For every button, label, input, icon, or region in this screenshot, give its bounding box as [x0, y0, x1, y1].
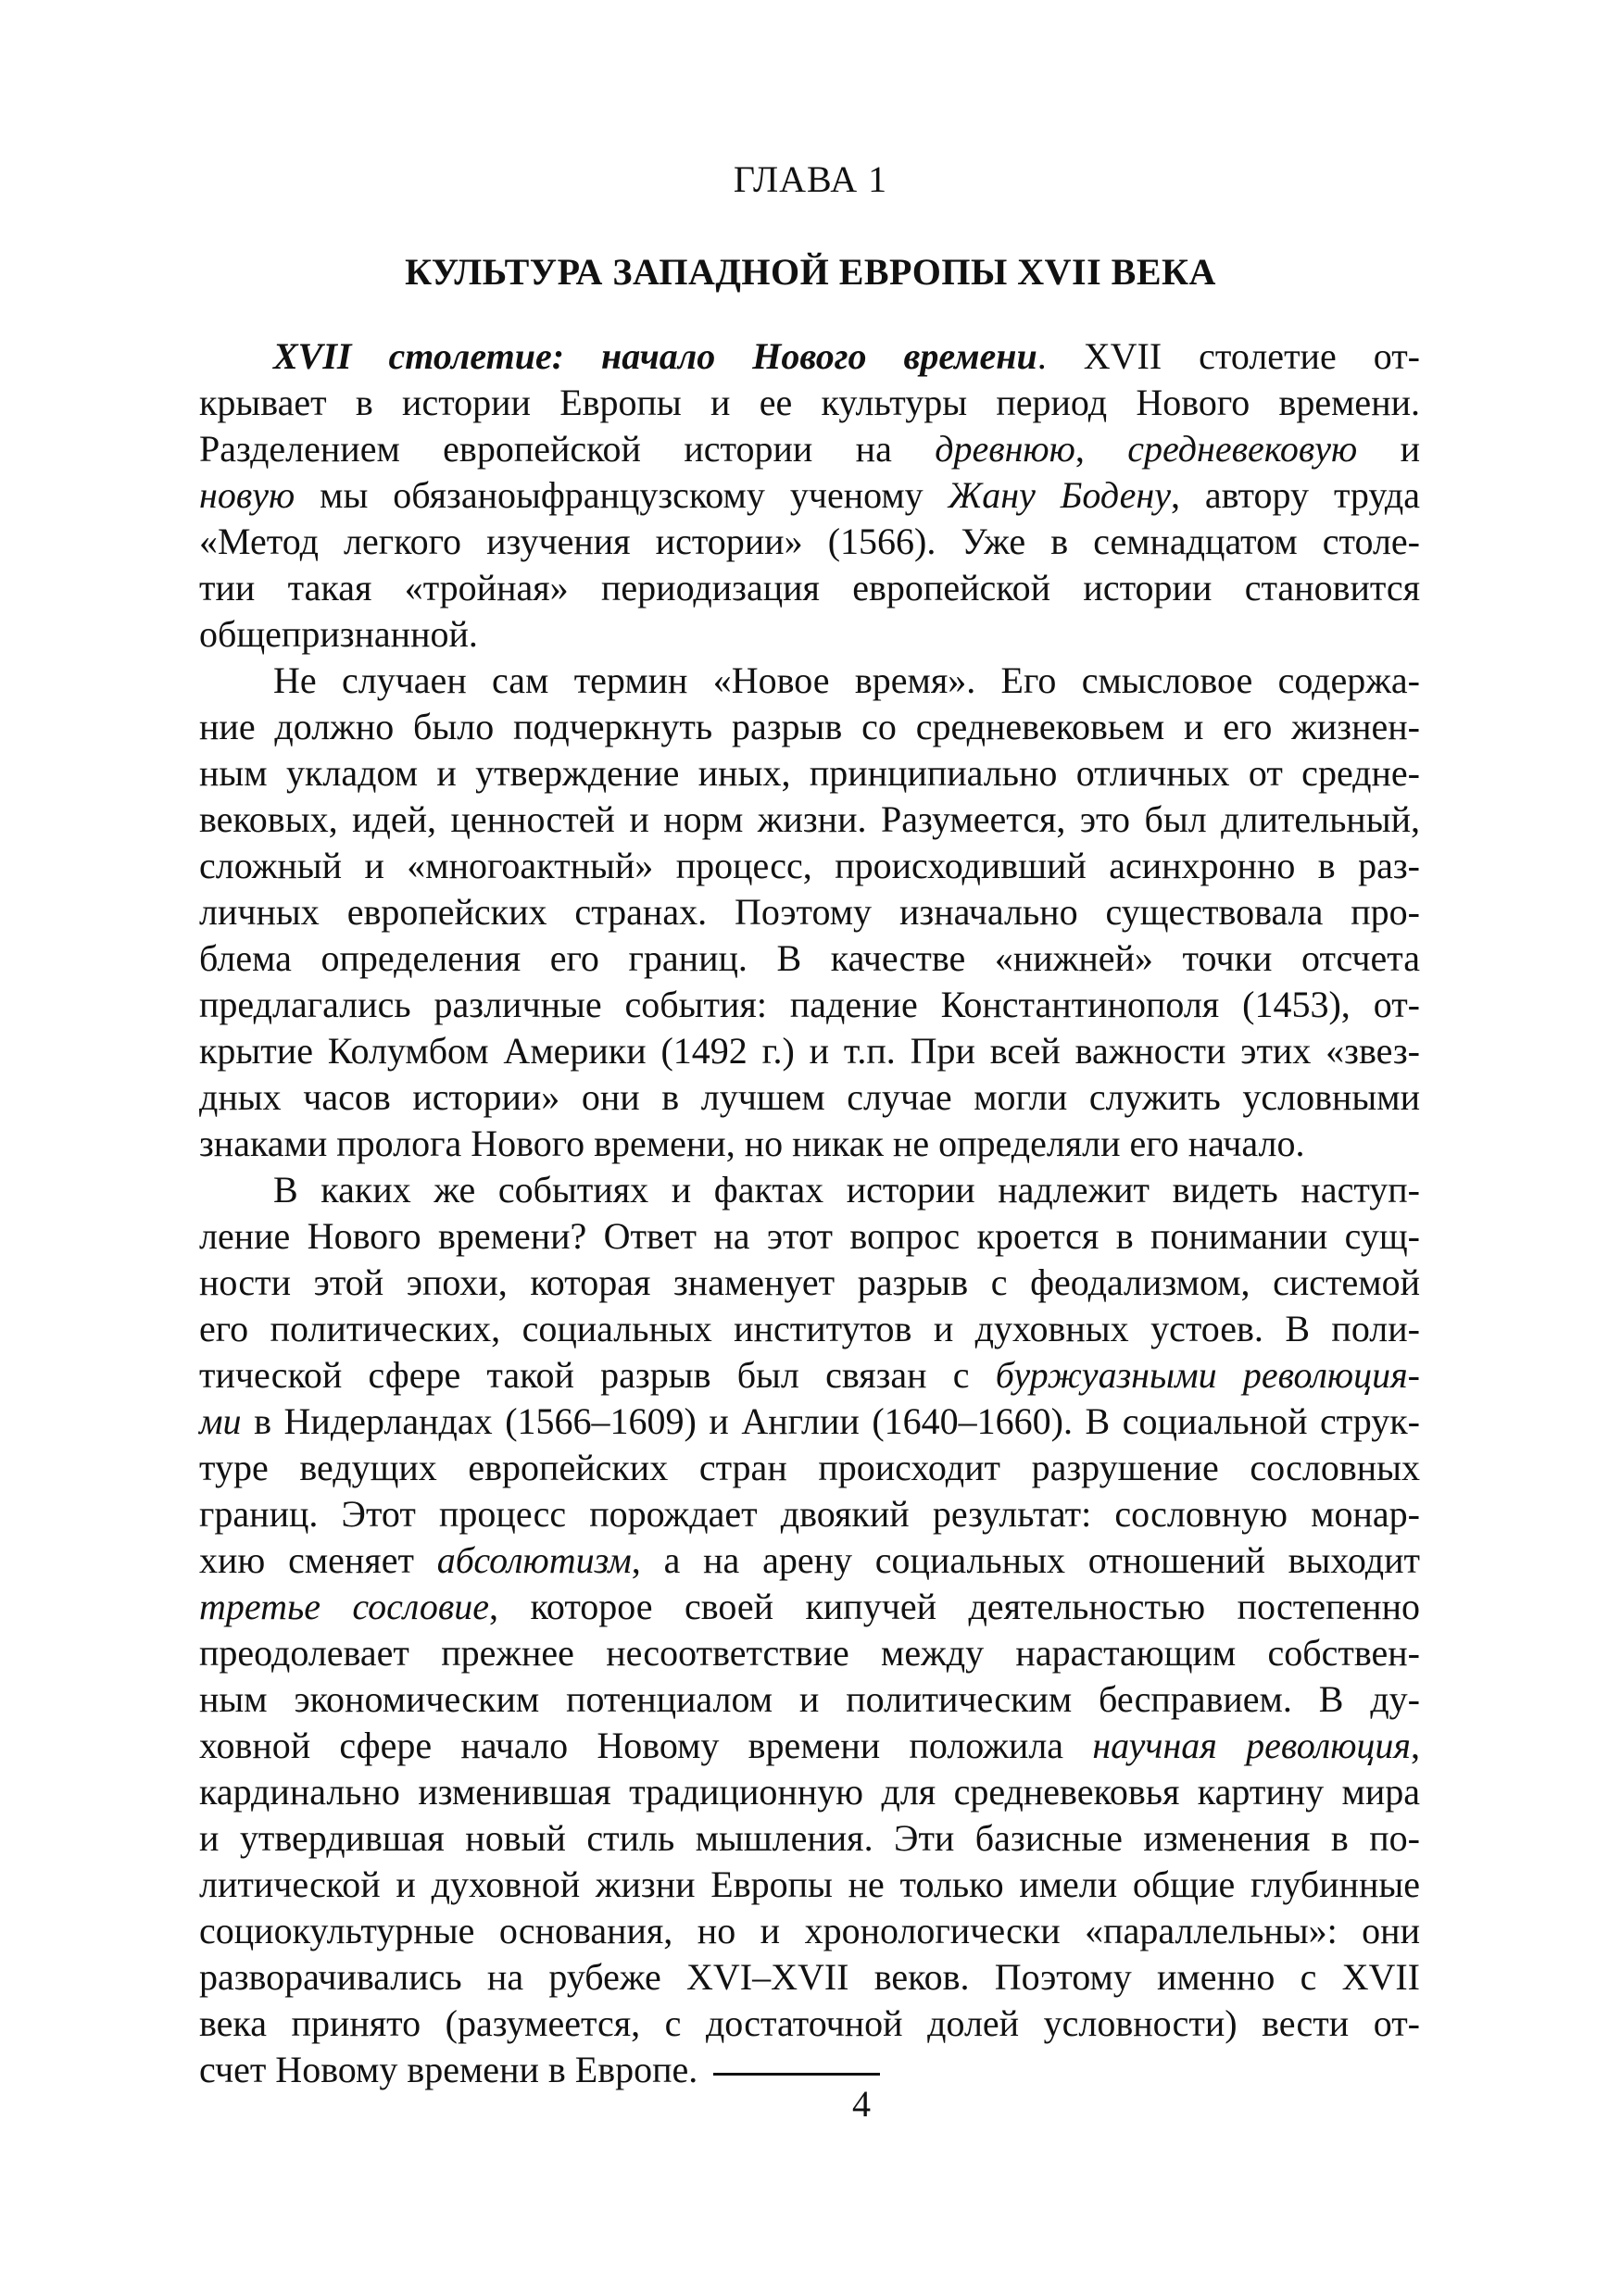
text-line: ным экономическим потенциалом и политическим бесправием. В ду- — [199, 1678, 1420, 1720]
text-line — [199, 1399, 1420, 1445]
text-span: ховной сфере начало Новому времени положила — [199, 1725, 1093, 1766]
italic-term: средневековую — [1127, 428, 1358, 470]
text-line — [199, 1584, 1420, 1630]
italic-term: новую — [199, 474, 295, 516]
text-line: общепризнанной. — [199, 613, 478, 655]
text-line: блема определения его границ. В качестве «нижней» точки отсчета — [199, 937, 1420, 979]
text-line — [199, 333, 1420, 380]
text-span: Разделением европейской истории на — [199, 428, 936, 470]
text-span: , автору труда — [1170, 474, 1420, 516]
text-line: кардинально изменившая традиционную для средневековья картину мира — [199, 1771, 1420, 1813]
page-number: 4 — [852, 2083, 871, 2125]
text-line: разворачивались на рубеже XVI–XVII веков. Поэтому именно с XVII — [199, 1956, 1420, 1998]
body-text — [199, 333, 1420, 2093]
text-span: мы обязаноыфранцузскому ученому — [295, 474, 949, 516]
text-line: преодолевает прежнее несоответствие между нарастающим собствен- — [199, 1632, 1420, 1674]
text-line: вековых, идей, ценностей и норм жизни. Разумеется, это был длительный, — [199, 798, 1420, 840]
text-line — [199, 1723, 1420, 1769]
text-line: литической и духовной жизни Европы не только имели общие глубинные — [199, 1863, 1420, 1905]
italic-term: абсолютизм — [436, 1539, 632, 1581]
text-line — [199, 1537, 1420, 1584]
text-line: ление Нового времени? Ответ на этот вопрос кроется в понимании сущ- — [199, 1215, 1420, 1257]
text-line: границ. Этот процесс порождает двоякий результат: сословную монар- — [199, 1493, 1420, 1535]
italic-term: Жану Бодену — [948, 474, 1171, 516]
text-line: ние должно было подчеркнуть разрыв со средневековьем и его жизнен- — [199, 706, 1420, 747]
text-span: , которое своей кипучей деятельностью постепенно — [488, 1586, 1420, 1627]
text-span: , — [1411, 1725, 1420, 1766]
text-line: сложный и «многоактный» процесс, происходивший асинхронно в раз- — [199, 845, 1420, 886]
text-line: социокультурные основания, но и хронологически «параллельны»: они — [199, 1910, 1420, 1951]
text-line: крытие Колумбом Америки (1492 г.) и т.п. При всей важности этих «звез- — [199, 1030, 1420, 1072]
italic-term: буржуазными революция- — [995, 1354, 1420, 1396]
text-line: предлагались различные события: падение Константинополя (1453), от- — [199, 984, 1420, 1025]
text-line — [199, 472, 1420, 519]
text-line: ности этой эпохи, которая знаменует разрыв с феодализмом, системой — [199, 1261, 1420, 1303]
text-line: крывает в истории Европы и ее культуры период Нового времени. — [199, 382, 1420, 423]
chapter-label: ГЛАВА 1 — [733, 158, 888, 200]
text-line: дных часов истории» они в лучшем случае могли служить условными — [199, 1076, 1420, 1118]
text-line: тии такая «тройная» периодизация европейской истории становится — [199, 567, 1420, 609]
text-line: счет Новому времени в Европе. — [199, 2049, 698, 2090]
italic-term: ми — [199, 1400, 242, 1442]
text-line: туре ведущих европейских стран происходит разрушение сословных — [199, 1447, 1420, 1488]
italic-term: третье сословие — [199, 1586, 489, 1627]
paragraph — [199, 1167, 1420, 2093]
text-line: века принято (разумеется, с достаточной долей условности) вести от- — [199, 2002, 1420, 2044]
text-span: хию сменяет — [199, 1539, 437, 1581]
section-lead-heading: XVII столетие: начало Нового времени — [273, 335, 1037, 377]
text-line — [199, 1352, 1420, 1399]
text-span: в Нидерландах (1566–1609) и Англии (1640–1660). В социальной струк- — [241, 1400, 1420, 1442]
italic-term: научная революция — [1092, 1725, 1411, 1766]
text-span: и — [1357, 428, 1421, 470]
text-line: «Метод легкого изучения истории» (1566). Уже в семнадцатом столе- — [199, 521, 1420, 562]
text-line: Не случаен сам термин «Новое время». Его смысловое содержа- — [273, 659, 1420, 701]
text-line: и утвердившая новый стиль мышления. Эти базисные изменения в по- — [199, 1817, 1420, 1859]
paragraph — [199, 333, 1420, 658]
text-line: В каких же событиях и фактах истории надлежит видеть наступ- — [273, 1169, 1420, 1211]
text-line — [199, 426, 1420, 472]
chapter-title: КУЛЬТУРА ЗАПАДНОЙ ЕВРОПЫ XVII ВЕКА — [405, 251, 1216, 293]
text-line: ным укладом и утверждение иных, принципиально отличных от средне- — [199, 752, 1420, 794]
text-span: . XVII столетие от- — [1037, 335, 1420, 377]
paragraph — [199, 658, 1420, 1167]
italic-term: древнюю — [935, 428, 1075, 470]
text-span: , а на арену социальных отношений выходит — [631, 1539, 1420, 1581]
text-line: его политических, социальных институтов и духовных устоев. В поли- — [199, 1308, 1420, 1349]
text-line: знаками пролога Нового времени, но никак не определяли его начало. — [199, 1123, 1305, 1164]
text-line: личных европейских странах. Поэтому изначально существовала про- — [199, 891, 1420, 933]
text-span: тической сфере такой разрыв был связан с — [199, 1354, 996, 1396]
footer-divider — [713, 2073, 880, 2076]
text-span: , — [1074, 428, 1128, 470]
